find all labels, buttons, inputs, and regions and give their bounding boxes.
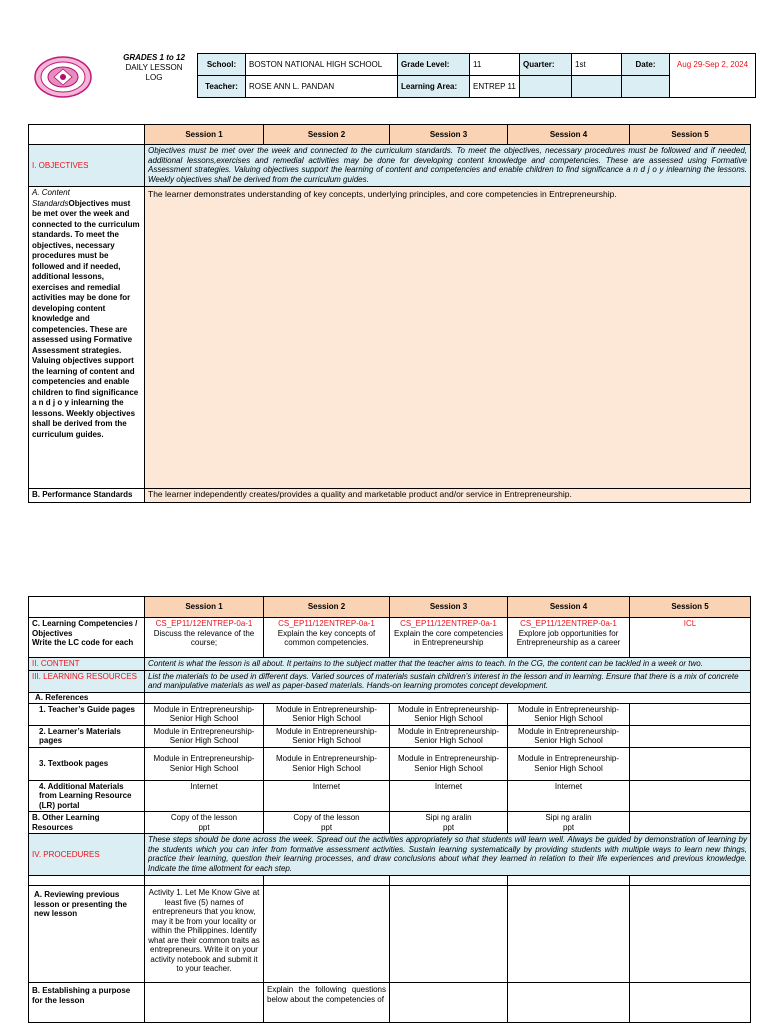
learning-area-label: Learning Area: [398, 76, 470, 98]
session-4-header: Session 4 [508, 125, 630, 145]
procedures-label: IV. PROCEDURES [29, 834, 145, 876]
reviewing-label: A. Reviewing previous lesson or presenting the new lesson [29, 886, 145, 983]
learners-session-1: Module in Entrepreneurship- Senior High School [145, 725, 264, 747]
teachers-guide-session-2: Module in Entrepreneurship- Senior High School [264, 703, 390, 725]
textbook-session-4: Module in Entrepreneurship- Senior High School [508, 747, 630, 780]
learning-resources-label: III. LEARNING RESOURCES [29, 670, 145, 692]
content-standards-text: The learner demonstrates understanding of key concepts, underlying principles, and core competencies in Entrepreneurship. [145, 187, 751, 489]
empty-cell [508, 876, 630, 886]
lc-session-3 [390, 618, 508, 658]
learning-resources-text: List the materials to be used in different days. Varied sources of materials sustain children’s interest in the lesson and in learning. Ensure that there is a mix of concrete and manipulative materials as well as paper-based materials. Hands-on learning promotes concept development. [145, 670, 751, 692]
date-value: Aug 29-Sep 2, 2024 [670, 54, 756, 76]
additional-session-4: Internet [508, 780, 630, 812]
session-5-header: Session 5 [630, 125, 751, 145]
other-resources-label: B. Other Learning Resources [29, 812, 145, 834]
teacher-label: Teacher: [198, 76, 246, 98]
quarter-label: Quarter: [520, 54, 572, 76]
empty-cell [630, 886, 751, 983]
textbook-session-3: Module in Entrepreneurship- Senior High School [390, 747, 508, 780]
teachers-guide-label: 1. Teacher’s Guide pages [29, 703, 145, 725]
learning-competencies-label: C. Learning Competencies / Objectives Write the LC code for each [29, 618, 145, 658]
empty-cell [390, 886, 508, 983]
content-text: Content is what the lesson is all about. It pertains to the subject matter that the teacher aims to teach. In the CG, the content can be tackled in a week or two. [145, 658, 751, 671]
other-item: Copy of the lesson [170, 813, 238, 822]
teacher-value: ROSE ANN L. PANDAN [246, 76, 398, 98]
session-5-header: Session 5 [630, 597, 751, 618]
procedures-text: These steps should be done across the week. Spread out the activities appropriately so that students will learn well. Always be guided by demonstration of learning by the students which you can infer from formative assessment activities. Sustain learning systematically by providing students with multiple ways to learn new things, practice their learning, question their learning processes, and draw conclusions about what they learned in relation to their life experiences and previous knowledge. Indicate the time allotment for each step. [145, 834, 751, 876]
empty-cell [630, 983, 751, 1023]
reviewing-session-1: Activity 1. Let Me Know Give at least five (5) names of entrepreneurs that you know, may it be from your locality or within the Philippines. Identify what are their common traits as entrepreneurs. Write it on your activity notebook and submit it to your teacher. [145, 886, 264, 983]
session-2-header: Session 2 [264, 597, 390, 618]
other-item: Sipi ng aralin [545, 813, 592, 822]
lc-code: ICL [683, 619, 697, 628]
deped-seal-logo [34, 56, 92, 98]
additional-session-1: Internet [145, 780, 264, 812]
other-item: ppt [320, 822, 333, 832]
other-session-5 [630, 812, 751, 834]
log-title-line-1: GRADES 1 to 12 [123, 53, 185, 62]
teachers-guide-session-1: Module in Entrepreneurship- Senior High School [145, 703, 264, 725]
log-title-line-3: LOG [145, 73, 163, 82]
empty-cell [145, 692, 751, 703]
objectives-table [28, 124, 751, 503]
school-label: School: [198, 54, 246, 76]
empty-cell [572, 76, 622, 98]
lc-code: CS_EP11/12ENTREP-0a-1 [155, 619, 253, 628]
content-standards-desc: Objectives must be met over the week and connected to the curriculum standards. To meet the objectives, necessary procedures must be followed and if needed, additional lessons, exercises and remedial activities may be done for developing content knowledge and competencies. These are assessed using Formative Assessment strategies. Valuing objectives support the learning of content and competencies and enable children to find significance a n d j o y inlearning the lessons. Weekly objectives shall be derived from the curriculum guides. [32, 198, 140, 439]
grade-level-value: 11 [470, 54, 520, 76]
learners-session-2: Module in Entrepreneurship- Senior High School [264, 725, 390, 747]
additional-session-5 [630, 780, 751, 812]
lc-text: Explore job opportunities for Entrepreneurship as a career [516, 628, 621, 647]
teachers-guide-session-5 [630, 703, 751, 725]
references-label: A. References [29, 692, 145, 703]
empty-cell [670, 76, 756, 98]
purpose-label: B. Establishing a purpose for the lesson [29, 983, 145, 1023]
learners-session-4: Module in Entrepreneurship- Senior High School [508, 725, 630, 747]
learners-materials-label: 2. Learner’s Materials pages [29, 725, 145, 747]
teachers-guide-session-4: Module in Entrepreneurship- Senior High School [508, 703, 630, 725]
session-4-header: Session 4 [508, 597, 630, 618]
lc-code: CS_EP11/12ENTREP-0a-1 [520, 619, 617, 628]
empty-cell [264, 876, 390, 886]
textbook-session-2: Module in Entrepreneurship- Senior High School [264, 747, 390, 780]
header-table [197, 53, 756, 98]
textbook-label: 3. Textbook pages [29, 747, 145, 780]
empty-cell [145, 876, 264, 886]
content-standards-label: A. Content Standards [32, 188, 70, 208]
session-3-header: Session 3 [390, 597, 508, 618]
date-label: Date: [622, 54, 670, 76]
other-session-3 [390, 812, 508, 834]
additional-session-3: Internet [390, 780, 508, 812]
lc-session-2 [264, 618, 390, 658]
other-item: Copy of the lesson [293, 813, 360, 822]
lc-code: CS_EP11/12ENTREP-0a-1 [278, 619, 375, 628]
school-value: BOSTON NATIONAL HIGH SCHOOL [246, 54, 398, 76]
lc-text: Explain the core competencies in Entrepreneurship [394, 628, 503, 647]
additional-materials-label: 4. Additional Materials from Learning Resource (LR) portal [29, 780, 145, 812]
other-item: ppt [442, 822, 455, 832]
empty-cell [622, 76, 670, 98]
empty-cell [520, 76, 572, 98]
log-title [112, 53, 196, 83]
lc-session-4 [508, 618, 630, 658]
session-1-header: Session 1 [145, 597, 264, 618]
empty-cell [29, 876, 145, 886]
other-item: Sipi ng aralin [425, 813, 472, 822]
learners-session-5 [630, 725, 751, 747]
empty-cell [508, 886, 630, 983]
textbook-session-5 [630, 747, 751, 780]
empty-cell [390, 876, 508, 886]
empty-cell [264, 886, 390, 983]
empty-cell [630, 876, 751, 886]
empty-cell [390, 983, 508, 1023]
lc-text: Discuss the relevance of the course; [153, 628, 255, 647]
performance-standards-label: B. Performance Standards [29, 489, 145, 503]
content-label: II. CONTENT [29, 658, 145, 671]
other-item: ppt [198, 822, 210, 832]
log-title-line-2: DAILY LESSON [125, 63, 183, 72]
empty-cell [29, 597, 145, 618]
lc-session-1 [145, 618, 264, 658]
grade-level-label: Grade Level: [398, 54, 470, 76]
objectives-text: Objectives must be met over the week and connected to the curriculum standards. To meet the objectives, necessary procedures must be followed and if needed, additional lessons,exercises and remedial activities may be done for developing content knowledge and competencies. These are assessed using Formative Assessment strategies. Valuing objectives support the learning of content and competencies and enable children to find significance a n d j o y inlearning the lessons. Weekly objectives shall be derived from the curriculum guides. [145, 145, 751, 187]
empty-cell [29, 125, 145, 145]
other-item: ppt [562, 822, 575, 832]
additional-session-2: Internet [264, 780, 390, 812]
learners-session-3: Module in Entrepreneurship- Senior High School [390, 725, 508, 747]
other-session-1 [145, 812, 264, 834]
lc-session-5 [630, 618, 751, 658]
empty-cell [145, 983, 264, 1023]
objectives-label: I. OBJECTIVES [29, 145, 145, 187]
purpose-session-2: Explain the following questions below about the competencies of [264, 983, 390, 1023]
lc-text: Explain the key concepts of common competencies. [277, 628, 376, 647]
quarter-value: 1st [572, 54, 622, 76]
performance-standards-text: The learner independently creates/provides a quality and marketable product and/or service in Entrepreneurship. [145, 489, 751, 503]
teachers-guide-session-3: Module in Entrepreneurship- Senior High School [390, 703, 508, 725]
session-2-header: Session 2 [264, 125, 390, 145]
other-session-2 [264, 812, 390, 834]
other-session-4 [508, 812, 630, 834]
procedures-table [28, 596, 751, 1023]
content-standards-cell [29, 187, 145, 489]
lc-code: CS_EP11/12ENTREP-0a-1 [400, 619, 497, 628]
textbook-session-1: Module in Entrepreneurship- Senior High School [145, 747, 264, 780]
empty-cell [508, 983, 630, 1023]
session-1-header: Session 1 [145, 125, 264, 145]
learning-area-value: ENTREP 11 [470, 76, 520, 98]
session-3-header: Session 3 [390, 125, 508, 145]
